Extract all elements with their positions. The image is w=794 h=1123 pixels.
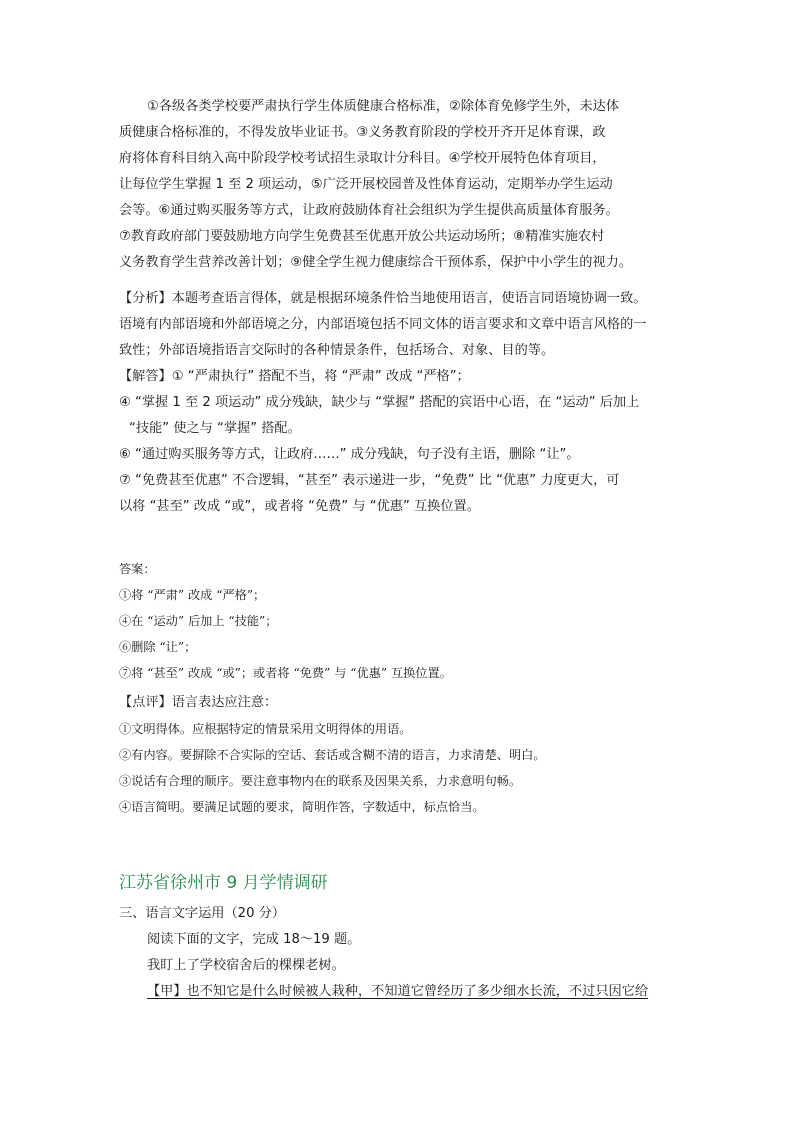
passage-line: 府将体育科目纳入高中阶段学校考试招生录取计分科目。④学校开展特色体育项目， bbox=[119, 151, 606, 166]
answer-detail-line: 以将 “甚至” 改成 “或”，或者将 “免费” 与 “优惠” 互换位置。 bbox=[119, 499, 480, 514]
passage-line: 会等。⑥通过购买服务等方式，让政府鼓励体育社会组织为学生提供高质量体育服务。 bbox=[119, 203, 619, 218]
passage-line: ①各级各类学校要严肃执行学生体质健康合格标准，②除体育免修学生外，未达体 bbox=[147, 99, 620, 114]
comment-item: ②有内容。要摒除不合实际的空话、套话或含糊不清的语言，力求清楚、明白。 bbox=[119, 748, 546, 762]
answer-detail-line: ⑦ “免费甚至优惠” 不合逻辑，“甚至” 表示递进一步，“免费” 比 “优惠” 力度更大，可 bbox=[119, 473, 620, 488]
comment-item: ①文明得体。应根据特定的情景采用文明得体的用语。 bbox=[119, 722, 412, 736]
passage bbox=[119, 94, 679, 276]
answers bbox=[119, 556, 679, 686]
story-line: 【甲】也不知它是什么时候被人栽种，不知道它曾经历了多少细水长流，不过只因它给 bbox=[147, 984, 649, 999]
passage-line: 让每位学生掌握 1 至 2 项运动，⑤广泛开展校园普及性体育运动，定期举办学生运动 bbox=[119, 177, 613, 192]
answer-detail-line: “技能” 使之与 “掌握” 搭配。 bbox=[129, 421, 301, 436]
answer-item: ⑦将 “甚至” 改成 “或”；或者将 “免费” 与 “优惠” 互换位置。 bbox=[119, 666, 452, 680]
answer-item: ⑥删除 “让”； bbox=[119, 640, 197, 654]
section-title: 三、语言文字运用（20 分） bbox=[119, 906, 286, 921]
story-line: 我盯上了学校宿舍后的棵棵老树。 bbox=[147, 958, 345, 973]
new-section bbox=[119, 901, 679, 1005]
comment-item: ③说话有合理的顺序。要注意事物内在的联系及因果关系，力求意明句畅。 bbox=[119, 774, 522, 788]
answer-label: 答案： bbox=[119, 562, 156, 576]
answer-item: ④在 “运动” 后加上 “技能”； bbox=[119, 614, 278, 628]
answer-detail-line: ④ “掌握 1 至 2 项运动” 成分残缺，缺少与 “掌握” 搭配的宾语中心语，在 “运动” 后加上 bbox=[119, 395, 640, 410]
analysis-line: 语境有内部语境和外部语境之分，内部语境包括不同文体的语言要求和文章中语言风格的一 bbox=[119, 317, 647, 332]
analysis-line: 【分析】本题考查语言得体，就是根据环境条件恰当地使用语言，使语言同语境协调一致。 bbox=[119, 291, 647, 306]
answer-detail bbox=[119, 364, 679, 520]
comments bbox=[119, 690, 679, 820]
analysis-line: 致性；外部语境指语言交际时的各种情景条件，包括场合、对象、目的等。 bbox=[119, 343, 555, 358]
comment-item: ④语言简明。要满足试题的要求，简明作答，字数适中，标点恰当。 bbox=[119, 800, 485, 814]
analysis bbox=[119, 286, 679, 364]
answer-item: ①将 “严肃” 改成 “严格”； bbox=[119, 588, 266, 602]
passage-line: 义务教育学生营养改善计划；⑨健全学生视力健康综合干预体系，保护中小学生的视力。 bbox=[119, 255, 632, 270]
passage-line: 质健康合格标准的，不得发放毕业证书。③义务教育阶段的学校开齐开足体育课，政 bbox=[119, 125, 606, 140]
passage-line: ⑦教育政府部门要鼓励地方向学生免费甚至优惠开放公共运动场所；⑧精准实施农村 bbox=[119, 229, 605, 244]
answer-detail-line: ⑥ “通过购买服务等方式，让政府……” 成分残缺，句子没有主语，删除 “让”。 bbox=[119, 447, 580, 462]
instruction: 阅读下面的文字，完成 18～19 题。 bbox=[147, 932, 361, 947]
comment-label: 【点评】语言表达应注意： bbox=[119, 695, 278, 710]
section-heading: 江苏省徐州市 9 月学情调研 bbox=[119, 873, 328, 893]
answer-detail-line: 【解答】① “严肃执行” 搭配不当，将 “严肃” 改成 “严格”； bbox=[119, 369, 470, 384]
